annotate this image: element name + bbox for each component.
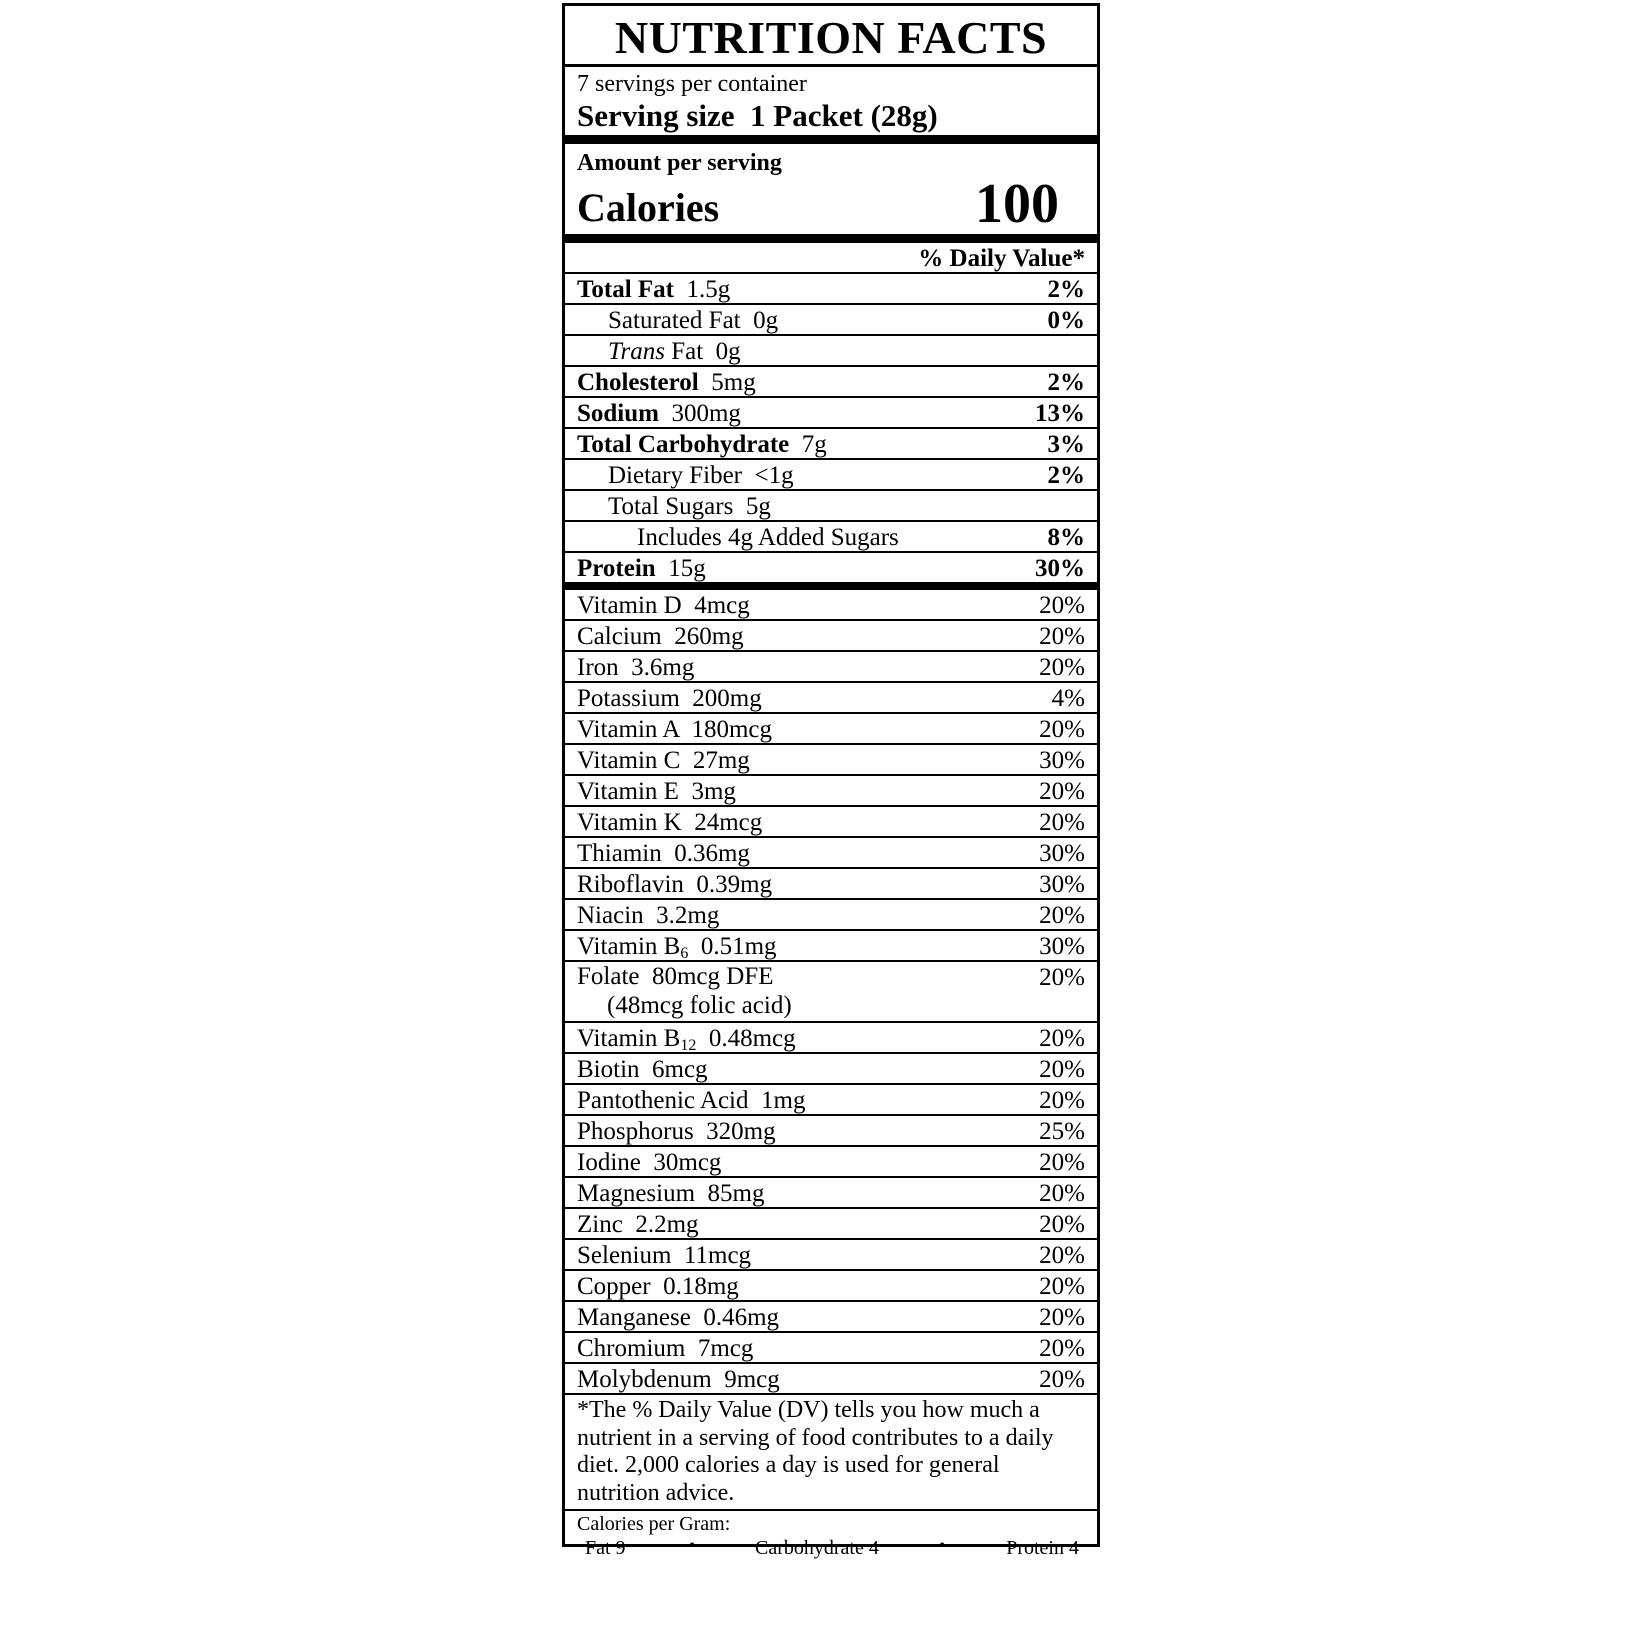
nutrient-amount: 300mg (671, 400, 741, 427)
nutrient-row-saturated-fat (565, 305, 1097, 336)
vitamin-dv: 4% (1051, 685, 1085, 712)
vitamin-row-vitamin-c (565, 745, 1097, 776)
bullet-icon: • (939, 1535, 946, 1555)
nutrient-amount: 15g (668, 555, 706, 582)
calories-label: Calories (577, 185, 720, 230)
nutrient-row-sodium (565, 398, 1097, 429)
vitamin-label: Selenium 11mcg (577, 1242, 752, 1269)
vitamin-amount: 0.51mg (688, 933, 777, 960)
vitamin-label: Phosphorus 320mg (577, 1118, 776, 1145)
label-title: NUTRITION FACTS (565, 6, 1097, 67)
calories-value: 100 (975, 173, 1059, 235)
serving-size: Serving size 1 Packet (28g) (577, 98, 938, 133)
vitamin-row-vitamin-b6 (565, 931, 1097, 962)
vitamin-dv: 20% (1039, 1304, 1085, 1331)
nutrient-label: Dietary Fiber <1g (608, 462, 794, 489)
nutrient-amount: 1.5g (686, 276, 731, 303)
vitamin-row-phosphorus (565, 1116, 1097, 1147)
vitamin-row-riboflavin (565, 869, 1097, 900)
nutrient-row-total-sugars (565, 491, 1097, 522)
nutrient-label: Total Sugars 5g (608, 493, 771, 520)
nutrient-dv: 2% (1047, 276, 1085, 303)
nutrient-label: Fat 0g (664, 338, 741, 365)
vitamin-label: Vitamin B (577, 933, 681, 960)
vitamin-dv: 20% (1039, 1180, 1085, 1207)
vitamin-subscript: 12 (680, 1037, 697, 1054)
nutrient-label: Total Fat (577, 276, 674, 303)
vitamin-dv: 20% (1039, 902, 1085, 929)
vitamin-dv: 20% (1039, 716, 1085, 743)
vitamin-dv: 20% (1039, 1211, 1085, 1238)
nutrient-row-protein (565, 553, 1097, 590)
nutrient-label-italic: Trans (608, 338, 665, 365)
nutrient-dv: 2% (1047, 369, 1085, 396)
vitamin-dv: 20% (1039, 1242, 1085, 1269)
vitamin-row-vitamin-a (565, 714, 1097, 745)
calories-per-gram-carbohydrate: Carbohydrate 4 (755, 1537, 879, 1559)
vitamin-row-manganese (565, 1302, 1097, 1333)
nutrient-dv: 2% (1047, 462, 1085, 489)
vitamin-row-vitamin-k (565, 807, 1097, 838)
vitamin-subscript: 6 (680, 945, 689, 962)
vitamin-dv: 20% (1039, 964, 1085, 991)
nutrient-row-cholesterol (565, 367, 1097, 398)
vitamin-label: Vitamin D 4mcg (577, 592, 750, 619)
amount-per-serving: Amount per serving (577, 150, 782, 176)
vitamin-row-iron (565, 652, 1097, 683)
vitamin-label: Potassium 200mg (577, 685, 762, 712)
vitamin-row-molybdenum (565, 1364, 1097, 1395)
nutrient-row-trans-fat (565, 336, 1097, 367)
vitamin-label: Iron 3.6mg (577, 654, 695, 681)
vitamin-label: Vitamin K 24mcg (577, 809, 763, 836)
vitamin-row-iodine (565, 1147, 1097, 1178)
nutrient-label: Includes 4g Added Sugars (637, 524, 899, 551)
nutrient-label: Protein (577, 555, 656, 582)
nutrient-label: Total Carbohydrate (577, 431, 790, 458)
vitamin-row-pantothenic-acid (565, 1085, 1097, 1116)
servings-per-container: 7 servings per container (577, 71, 807, 97)
vitamin-label: Thiamin 0.36mg (577, 840, 750, 867)
vitamin-label: Vitamin E 3mg (577, 778, 736, 805)
vitamin-row-chromium (565, 1333, 1097, 1364)
vitamin-row-copper (565, 1271, 1097, 1302)
vitamin-label: Calcium 260mg (577, 623, 744, 650)
vitamin-dv: 20% (1039, 1056, 1085, 1083)
vitamin-label: Riboflavin 0.39mg (577, 871, 773, 898)
vitamin-row-vitamin-d (565, 590, 1097, 621)
vitamin-label: Iodine 30mcg (577, 1149, 722, 1176)
nutrient-amount: 7g (801, 431, 827, 458)
nutrient-dv: 0% (1047, 307, 1085, 334)
nutrient-dv: 3% (1047, 431, 1085, 458)
vitamin-label: Molybdenum 9mcg (577, 1366, 780, 1393)
vitamin-dv: 20% (1039, 778, 1085, 805)
vitamin-dv: 30% (1039, 747, 1085, 774)
vitamin-label: Zinc 2.2mg (577, 1211, 699, 1238)
calories-per-gram-fat: Fat 9 (585, 1537, 626, 1559)
vitamin-row-magnesium (565, 1178, 1097, 1209)
vitamin-label: Chromium 7mcg (577, 1335, 754, 1362)
bullet-icon: • (689, 1535, 696, 1555)
nutrient-dv: 8% (1047, 524, 1085, 551)
vitamin-dv: 25% (1039, 1118, 1085, 1145)
vitamin-dv: 20% (1039, 592, 1085, 619)
vitamin-label: Vitamin A 180mcg (577, 716, 773, 743)
vitamin-dv: 20% (1039, 623, 1085, 650)
vitamin-row-vitamin-e (565, 776, 1097, 807)
vitamin-dv: 20% (1039, 654, 1085, 681)
vitamin-dv: 30% (1039, 933, 1085, 960)
nutrient-label: Cholesterol (577, 369, 699, 396)
nutrient-label: Saturated Fat 0g (608, 307, 779, 334)
vitamin-dv: 20% (1039, 1025, 1085, 1052)
vitamin-row-calcium (565, 621, 1097, 652)
vitamin-label: Folate 80mcg DFE (577, 963, 774, 990)
vitamin-label: Copper 0.18mg (577, 1273, 739, 1300)
serving-info (565, 67, 1097, 144)
vitamin-dv: 20% (1039, 1335, 1085, 1362)
vitamin-label-secondary: (48mcg folic acid) (607, 992, 792, 1019)
nutrient-row-added-sugars (565, 522, 1097, 553)
daily-value-header: % Daily Value* (565, 243, 1097, 274)
vitamin-label: Niacin 3.2mg (577, 902, 720, 929)
vitamin-dv: 20% (1039, 1087, 1085, 1114)
vitamin-dv: 20% (1039, 809, 1085, 836)
nutrient-amount: 5mg (711, 369, 756, 396)
vitamin-row-niacin (565, 900, 1097, 931)
nutrient-dv: 13% (1035, 400, 1085, 427)
vitamin-row-thiamin (565, 838, 1097, 869)
calories-per-gram-protein: Protein 4 (1006, 1537, 1079, 1559)
calories-block (565, 144, 1097, 243)
vitamin-label: Magnesium 85mg (577, 1180, 765, 1207)
vitamin-row-selenium (565, 1240, 1097, 1271)
vitamin-row-biotin (565, 1054, 1097, 1085)
nutrient-row-total-fat (565, 274, 1097, 305)
nutrient-dv: 30% (1035, 555, 1085, 582)
vitamin-label: Manganese 0.46mg (577, 1304, 780, 1331)
vitamin-row-potassium (565, 683, 1097, 714)
vitamin-row-folate (565, 962, 1097, 1023)
vitamin-label: Biotin 6mcg (577, 1056, 708, 1083)
nutrient-row-total-carbohydrate (565, 429, 1097, 460)
vitamin-dv: 20% (1039, 1149, 1085, 1176)
vitamin-dv: 20% (1039, 1366, 1085, 1393)
vitamin-label: Vitamin B (577, 1025, 681, 1052)
daily-value-footnote: *The % Daily Value (DV) tells you how much a nutrient in a serving of food contributes to a daily diet. 2,000 calories a day is used for general nutrition advice. (565, 1395, 1097, 1511)
nutrition-facts-label (562, 3, 1100, 1559)
vitamin-amount: 0.48mcg (696, 1025, 796, 1052)
calories-per-gram (565, 1511, 1097, 1561)
vitamin-label: Pantothenic Acid 1mg (577, 1087, 806, 1114)
vitamin-row-vitamin-b12 (565, 1023, 1097, 1054)
vitamin-dv: 20% (1039, 1273, 1085, 1300)
nutrient-label: Sodium (577, 400, 659, 427)
vitamin-label: Vitamin C 27mg (577, 747, 750, 774)
calories-per-gram-title: Calories per Gram: (577, 1513, 731, 1535)
vitamin-dv: 30% (1039, 840, 1085, 867)
vitamin-dv: 30% (1039, 871, 1085, 898)
vitamin-row-zinc (565, 1209, 1097, 1240)
nutrient-row-dietary-fiber (565, 460, 1097, 491)
